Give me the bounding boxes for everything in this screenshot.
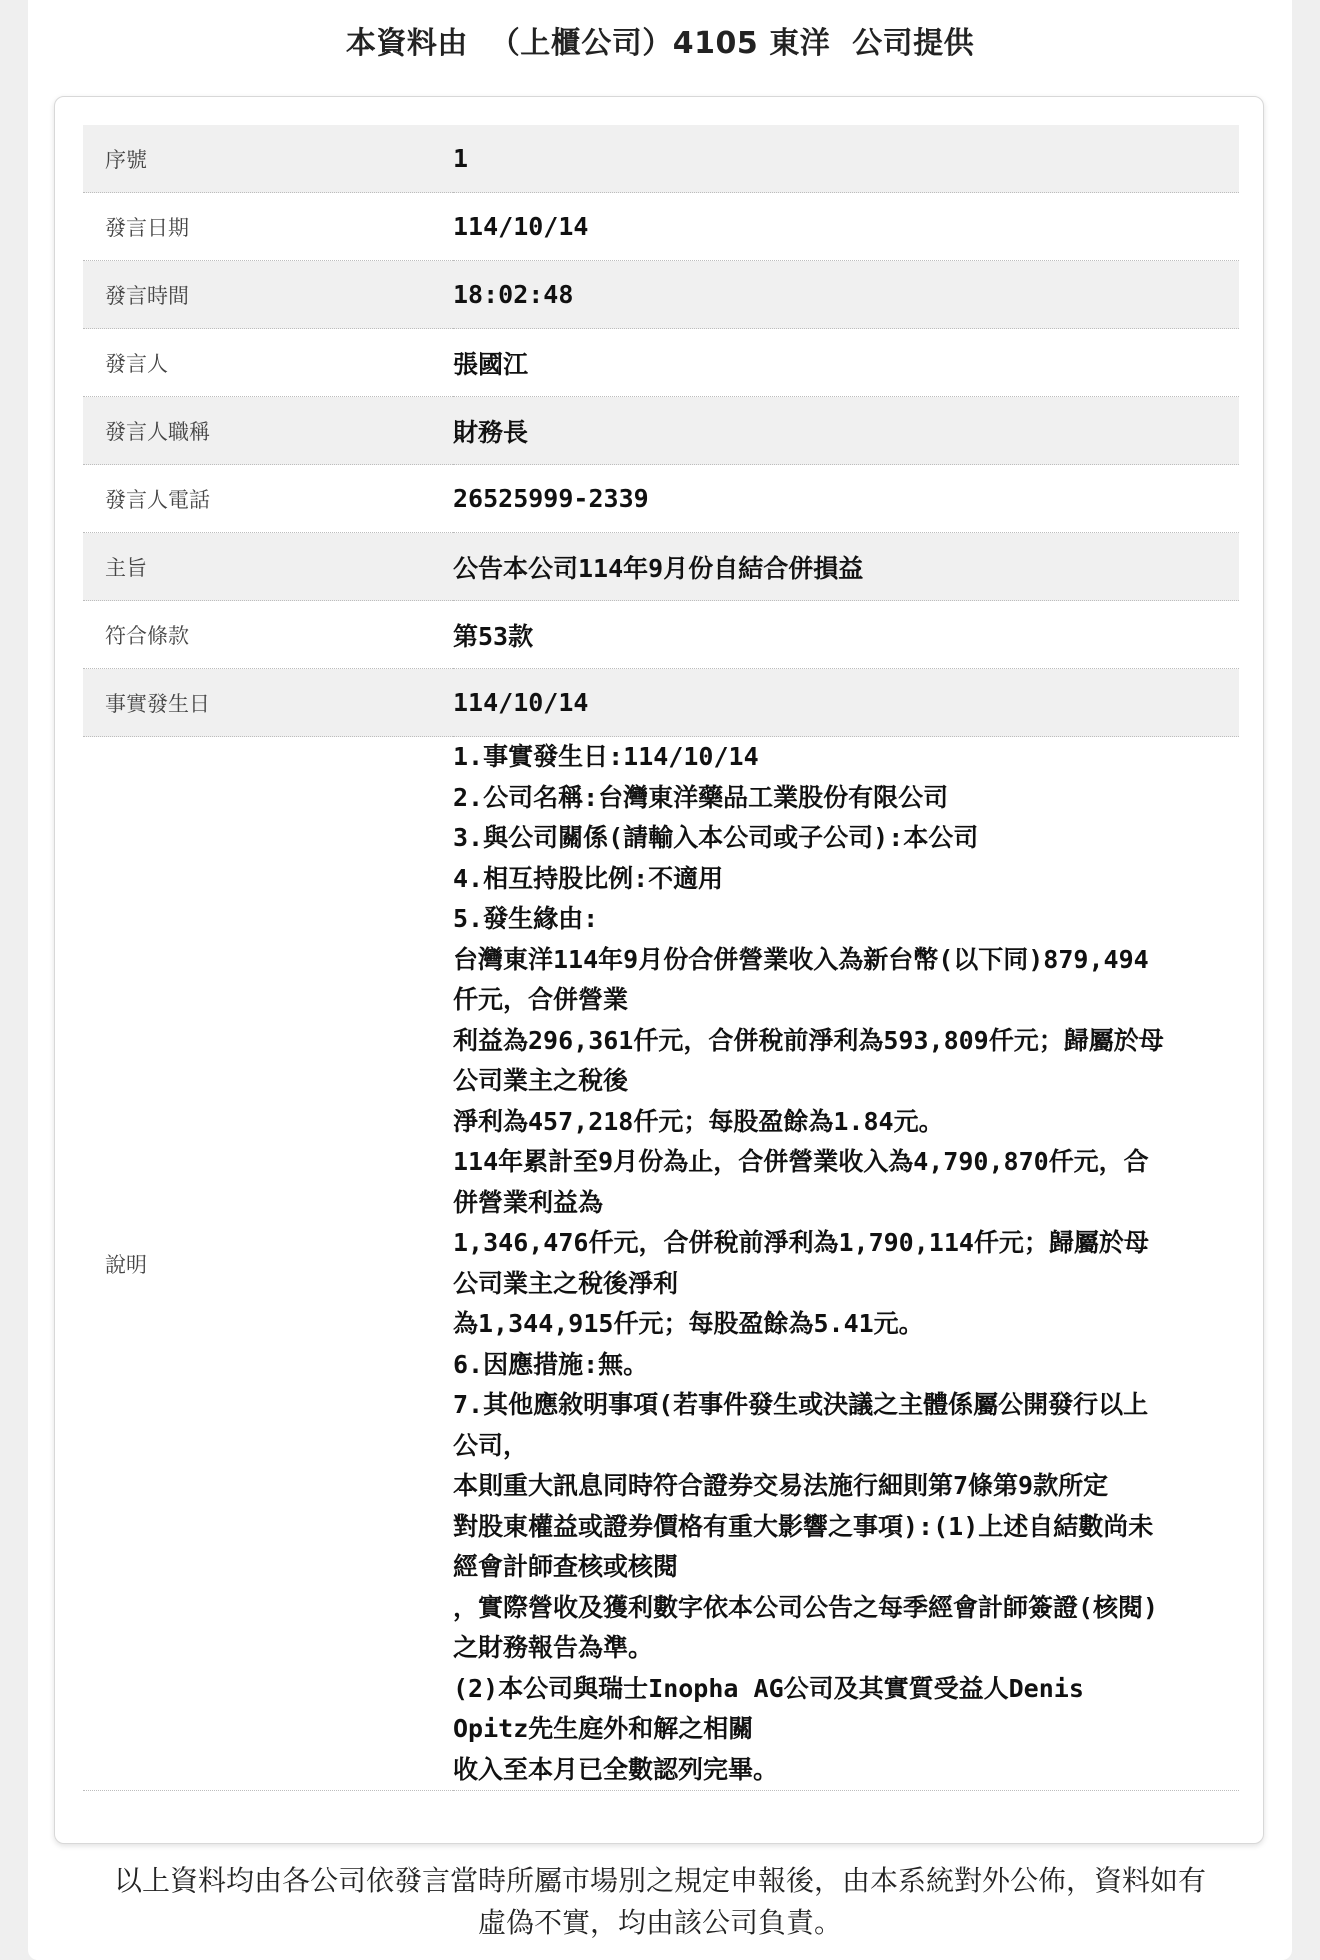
row-value: 114/10/14 — [453, 669, 1239, 737]
row-value: 財務長 — [453, 397, 1239, 465]
description-line: 4.相互持股比例:不適用 — [453, 863, 724, 893]
description-line: 公司， — [453, 1430, 529, 1460]
table-row-phone — [83, 465, 1239, 533]
description-line: 之財務報告為準。 — [453, 1633, 654, 1662]
row-label: 說明 — [83, 737, 453, 1791]
description-line: 收入至本月已全數認列完畢。 — [453, 1754, 779, 1784]
description-line: 114年累計至9月份為止，合併營業收入為4,790,870仟元，合 — [453, 1147, 1149, 1176]
description-line: ，實際營收及獲利數字依本公司公告之每季經會計師簽證(核閱) — [453, 1592, 1159, 1622]
row-label: 發言日期 — [83, 193, 453, 261]
row-value: 18:02:48 — [453, 261, 1239, 329]
row-label: 序號 — [83, 125, 453, 193]
description-line: 對股東權益或證券價格有重大影響之事項):(1)上述自結數尚未 — [453, 1511, 1154, 1541]
row-label: 發言人電話 — [83, 465, 453, 533]
disclaimer-line-2: 虛偽不實，均由該公司負責。 — [477, 1906, 842, 1939]
description-line: 公司業主之稅後淨利 — [453, 1268, 679, 1298]
announcement-table — [83, 125, 1239, 1791]
table-row-spokesperson — [83, 329, 1239, 397]
row-label: 符合條款 — [83, 601, 453, 669]
table-row-subject — [83, 533, 1239, 601]
row-value: 張國江 — [453, 329, 1239, 397]
description-line: 7.其他應敘明事項(若事件發生或決議之主體係屬公開發行以上 — [453, 1390, 1149, 1419]
description-line: 本則重大訊息同時符合證券交易法施行細則第7條第9款所定 — [453, 1471, 1109, 1500]
row-value: 1 — [453, 125, 1239, 193]
description-line: 3.與公司關係(請輸入本公司或子公司):本公司 — [453, 823, 979, 852]
description-line: 為1,344,915仟元；每股盈餘為5.41元。 — [453, 1309, 924, 1338]
description-line: 5.發生緣由: — [453, 904, 599, 933]
table-row-clause — [83, 601, 1239, 669]
table-row-time — [83, 261, 1239, 329]
description-line: 併營業利益為 — [453, 1187, 604, 1217]
table-row-spokesperson-title — [83, 397, 1239, 465]
table-row-description — [83, 737, 1239, 1791]
description-line: 公司業主之稅後 — [453, 1066, 629, 1095]
description-line: 利益為296,361仟元，合併稅前淨利為593,809仟元；歸屬於母 — [453, 1025, 1164, 1055]
description-line: 仟元，合併營業 — [453, 985, 629, 1014]
row-value: 第53款 — [453, 601, 1239, 669]
row-value: 114/10/14 — [453, 193, 1239, 261]
description-line: 1.事實發生日:114/10/14 — [453, 742, 759, 771]
description-text — [453, 737, 1239, 1791]
row-label: 發言時間 — [83, 261, 453, 329]
description-line: 6.因應措施:無。 — [453, 1349, 649, 1379]
row-label: 發言人 — [83, 329, 453, 397]
announcement-card — [54, 96, 1264, 1844]
page — [28, 0, 1292, 1960]
description-line: 淨利為457,218仟元；每股盈餘為1.84元。 — [453, 1106, 944, 1136]
description-line: (2)本公司與瑞士Inopha AG公司及其實質受益人Denis — [453, 1673, 1084, 1703]
row-label: 發言人職稱 — [83, 397, 453, 465]
description-line: 台灣東洋114年9月份合併營業收入為新台幣(以下同)879,494 — [453, 944, 1149, 974]
disclaimer-line-1: 以上資料均由各公司依發言當時所屬市場別之規定申報後，由本系統對外公佈，資料如有 — [113, 1864, 1206, 1897]
description-line: 2.公司名稱:台灣東洋藥品工業股份有限公司 — [453, 782, 949, 812]
disclaimer — [52, 1860, 1268, 1944]
description-line: 經會計師查核或核閱 — [453, 1552, 679, 1581]
description-line: Opitz先生庭外和解之相關 — [453, 1714, 754, 1743]
row-value: 26525999-2339 — [453, 465, 1239, 533]
description-line: 1,346,476仟元，合併稅前淨利為1,790,114仟元；歸屬於母 — [453, 1228, 1149, 1257]
table-row-serial — [83, 125, 1239, 193]
row-label: 事實發生日 — [83, 669, 453, 737]
table-row-date — [83, 193, 1239, 261]
row-value: 公告本公司114年9月份自結合併損益 — [453, 533, 1239, 601]
page-title: 本資料由 （上櫃公司）4105 東洋 公司提供 — [345, 26, 975, 61]
row-label: 主旨 — [83, 533, 453, 601]
table-row-fact-date — [83, 669, 1239, 737]
